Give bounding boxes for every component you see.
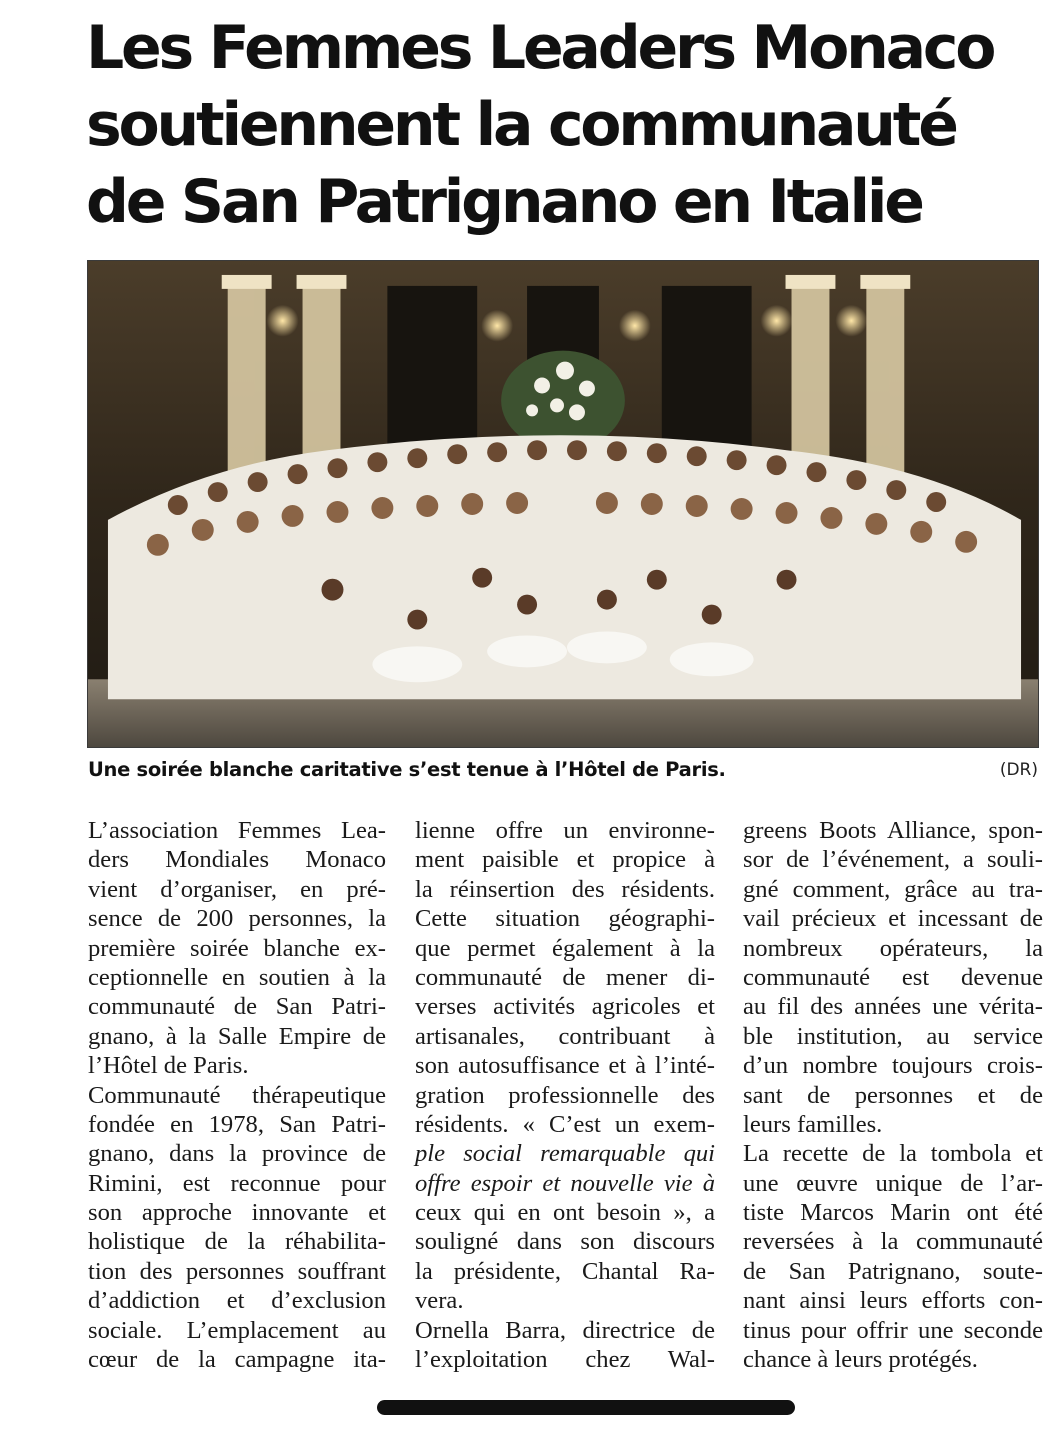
article-line: gnano, à la Salle Empire de (88, 1022, 386, 1050)
headline-line-3: de San Patrignano en Italie (86, 167, 922, 237)
article-line: Rimini, est reconnue pour (88, 1169, 386, 1197)
article-line: tion des personnes souffrant (88, 1257, 386, 1285)
article-line (415, 1169, 715, 1198)
article-line: la réinsertion des résidents. (415, 875, 715, 903)
article-line: tinus pour offrir une seconde (743, 1316, 1043, 1344)
article-line: ceux qui en ont besoin », a (415, 1199, 715, 1227)
article-line: souligné dans son discours (415, 1228, 715, 1256)
article-line: au fil des années une vérita- (743, 993, 1043, 1021)
article-line: ble institution, au service (743, 1022, 1043, 1050)
caption-text: Une soirée blanche caritative s’est tenue à l’Hôtel de Paris. (88, 758, 726, 781)
article-line: gnano, dans la province de (88, 1140, 386, 1168)
article-line: cœur de la campagne ita- (88, 1346, 386, 1374)
article-line: la présidente, Chantal Ra- (415, 1257, 715, 1285)
photo-caption (88, 758, 1038, 786)
article-line (415, 1139, 715, 1168)
article-line: ceptionnelle en soutien à la (88, 963, 386, 991)
article-line: ment paisible et propice à (415, 846, 715, 874)
photo-credit: (DR) (999, 760, 1038, 780)
group-photo-icon (88, 261, 1038, 747)
article-line: artisanales, contribuant à (415, 1022, 715, 1050)
article-line: chance à leurs protégés. (743, 1346, 978, 1374)
article-line: son approche innovante et (88, 1199, 386, 1227)
group-photo (87, 260, 1039, 748)
article-line: l’exploitation chez Wal- (415, 1346, 715, 1374)
home-indicator[interactable] (377, 1400, 795, 1415)
article-line: lienne offre un environne- (415, 817, 715, 844)
article-line: nombreux opérateurs, la (743, 934, 1043, 962)
article-line: greens Boots Alliance, spon- (743, 817, 1043, 844)
article-line: nant ainsi leurs efforts con- (743, 1287, 1043, 1315)
article-line: sor de l’événement, a souli- (743, 846, 1043, 874)
article-line: ders Mondiales Monaco (88, 846, 386, 874)
article-line: communauté de San Patri- (88, 993, 386, 1021)
article-line: une œuvre unique de l’ar- (743, 1169, 1043, 1197)
article-line: Cette situation géographi- (415, 905, 715, 933)
article-line: communauté de mener di- (415, 963, 715, 991)
article-line: Communauté thérapeutique (88, 1081, 386, 1109)
article-column-1 (88, 816, 386, 1374)
article-line: L’association Femmes Lea- (88, 817, 386, 844)
article-line: d’un nombre toujours crois- (743, 1052, 1043, 1080)
article-line: reversées à la communauté (743, 1228, 1043, 1256)
article-line: résidents. « C’est un exem- (415, 1110, 715, 1138)
quote-text: offre espoir et nouvelle vie à (415, 1169, 715, 1197)
article-line: l’Hôtel de Paris. (88, 1052, 249, 1080)
article-line: vient d’organiser, en pré- (88, 875, 386, 903)
article-line: Ornella Barra, directrice de (415, 1316, 715, 1344)
article-line: leurs familles. (743, 1110, 883, 1138)
article-line: vera. (415, 1287, 464, 1315)
article-line: fondée en 1978, San Patri- (88, 1110, 386, 1138)
article-line: sant de personnes et de (743, 1081, 1043, 1109)
article-line: son autosuffisance et à l’inté- (415, 1052, 715, 1080)
article-line: première soirée blanche ex- (88, 934, 386, 962)
article-line: de San Patrignano, soute- (743, 1257, 1043, 1285)
article-line: holistique de la réhabilita- (88, 1228, 386, 1256)
headline-line-1: Les Femmes Leaders Monaco (86, 13, 994, 83)
article-line: gné comment, grâce au tra- (743, 875, 1043, 903)
quote-text: ple social remarquable qui (415, 1140, 715, 1168)
article-line: gration professionnelle des (415, 1081, 715, 1109)
article-line: La recette de la tombola et (743, 1140, 1043, 1168)
article-column-3 (743, 816, 1043, 1374)
article-line: sence de 200 personnes, la (88, 905, 386, 933)
headline-line-2: soutiennent la communauté (86, 90, 956, 160)
article-line: sociale. L’emplacement au (88, 1316, 386, 1344)
article-line: tiste Marcos Marin ont été (743, 1199, 1043, 1227)
article-column-2 (415, 816, 715, 1374)
article-line: verses activités agricoles et (415, 993, 715, 1021)
article-line: vail précieux et incessant de (743, 905, 1043, 933)
article-line: d’addiction et d’exclusion (88, 1287, 386, 1315)
article-line: que permet également à la (415, 934, 715, 962)
headline (86, 10, 1046, 241)
article-line: communauté est devenue (743, 963, 1043, 991)
